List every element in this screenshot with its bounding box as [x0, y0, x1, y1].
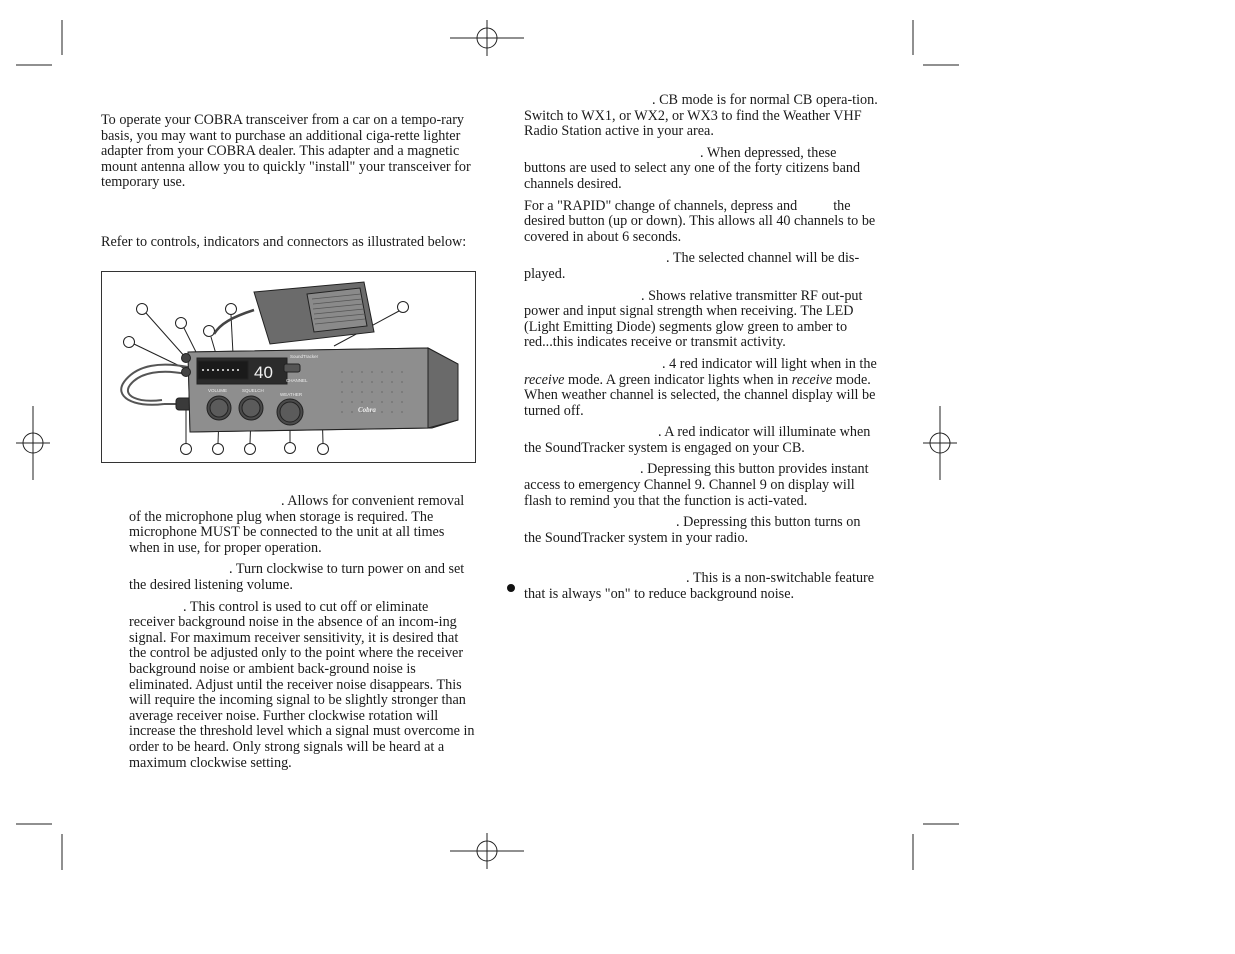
- volume-desc: . Turn clockwise to turn power on and set the desired listening volume.: [129, 561, 465, 593]
- left-descriptions: [101, 494, 477, 771]
- rapid-desc: For a "RAPID" change of channels, depress and the desired button (up or down). This allows all 40 channels to be covered in about 6 seconds.: [524, 197, 876, 245]
- tx-indicator-desc: . 4 red indicator will light when in the receive mode. A green indicator lights when in receive mode. When weather channel is selected, the channel display will be turned off.: [524, 355, 877, 419]
- channel-display: 40: [254, 363, 273, 382]
- radio-illustration: [101, 271, 476, 463]
- left-column: [101, 113, 477, 251]
- mic-connector-desc: . Allows for convenient removal of the microphone plug when storage is required. The microphone MUST be connected to the unit at all times when in use, for proper operation.: [129, 493, 465, 556]
- channel-label: CHANNEL: [286, 378, 308, 383]
- display-desc: . The selected channel will be dis-played.: [524, 250, 860, 282]
- mode-desc: . CB mode is for normal CB opera-tion. Switch to WX1, or WX2, or WX3 to find the Weather VHF Radio Station active in your area.: [524, 92, 878, 140]
- right-column: [524, 93, 880, 603]
- bullet-marker: [507, 584, 515, 592]
- channel9-desc: . Depressing this button provides instant access to emergency Channel 9. Channel 9 on display will flash to remind you that the function is acti-vated.: [524, 461, 869, 509]
- meter-desc: . Shows relative transmitter RF out-put power and input signal strength when receiving. The LED (Light Emitting Diode) segments glow green to amber to red...this indicates receive or transmit activity.: [524, 287, 863, 351]
- weather-label: WEATHER: [280, 392, 303, 397]
- soundtracker-label: SoundTracker: [290, 354, 319, 359]
- refer-paragraph: Refer to controls, indicators and connectors as illustrated below:: [101, 233, 467, 250]
- squelch-desc: . This control is used to cut off or eliminate receiver background noise in the absence of an incom-ing signal. For maximum receiver sensitivity, it is desired that the control be adjusted only to the point where the receiver background noise or ambient back-ground noise is eliminated. Adjust until the receiver noise disappears. This will require the incoming signal to be slightly stronger than average receiver noise. Further clockwise rotation will increase the threshold level which a signal must overcome in order to be heard. Only strong signals will be heard at a maximum clockwise setting.: [129, 598, 475, 771]
- soundtracker-indicator-desc: . A red indicator will illuminate when the SoundTracker system is engaged on your CB.: [524, 424, 871, 456]
- volume-label: VOLUME: [208, 388, 228, 393]
- squelch-label: SQUELCH: [242, 388, 264, 393]
- intro-paragraph: To operate your COBRA transceiver from a car on a tempo-rary basis, you may want to purchase an additional ciga-rette lighter adapter from your COBRA dealer. This adapter and a magnetic mount antenna allow you to quickly "install" your transceiver for temporary use.: [101, 112, 471, 191]
- brand-logo: Cobra: [358, 406, 376, 414]
- updown-desc: . When depressed, these buttons are used to select any one of the forty citizens band channels desired.: [524, 144, 861, 192]
- soundtracker-button-desc: . Depressing this button turns on the SoundTracker system in your radio.: [524, 514, 861, 546]
- noise-desc: . This is a non-switchable feature that is always "on" to reduce background noise.: [524, 570, 875, 603]
